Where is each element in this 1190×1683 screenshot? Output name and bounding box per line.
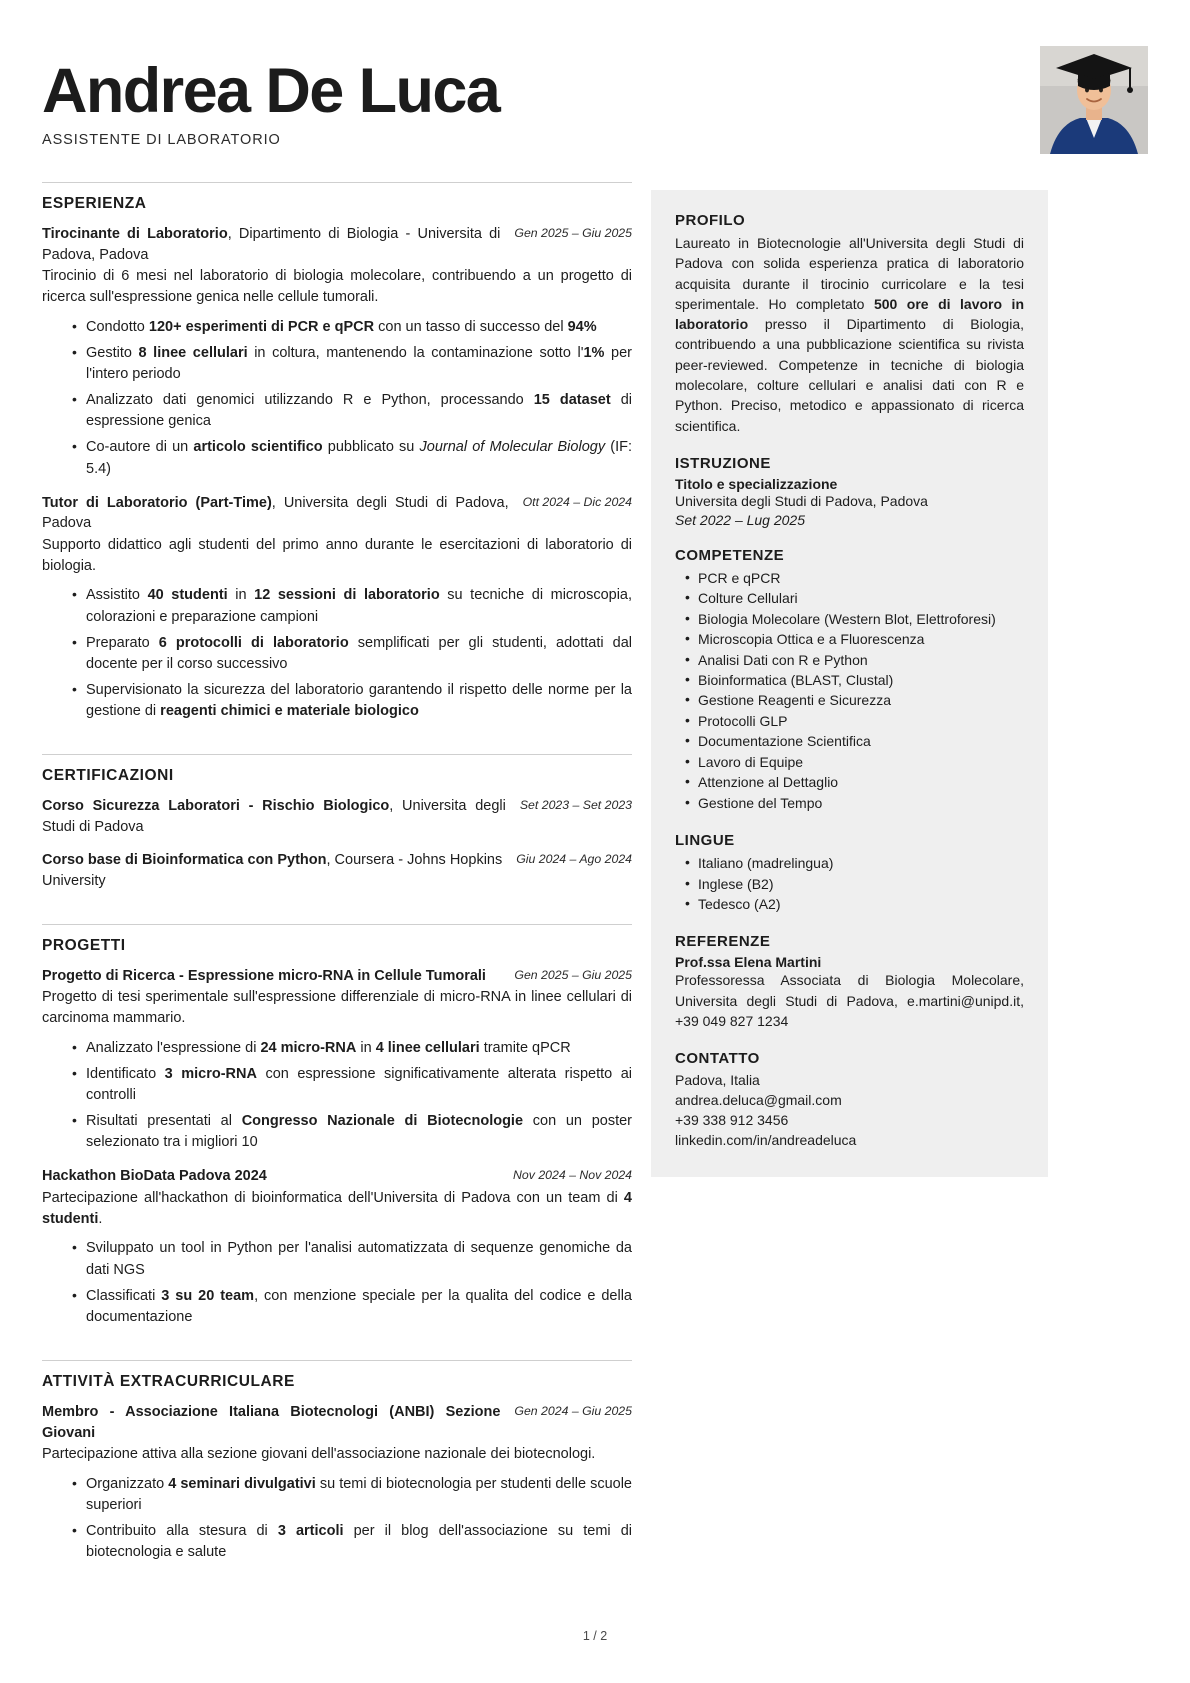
section-heading: CERTIFICAZIONI: [42, 767, 174, 785]
contact-phone: +39 338 912 3456: [675, 1112, 789, 1129]
portrait-icon: [1040, 46, 1148, 154]
list-item: • Inglese (B2): [685, 874, 1024, 894]
avatar: [1040, 46, 1148, 154]
reference-name: Prof.ssa Elena Martini: [675, 954, 822, 971]
job-title-subtitle: ASSISTENTE DI LABORATORIO: [42, 132, 281, 148]
sidebar: [651, 190, 1048, 1177]
list-item: • Classificati 3 su 20 team, con menzione speciale per la qualita del codice e della documentazione: [72, 1286, 632, 1328]
entry-date: Set 2023 – Set 2023: [519, 798, 632, 813]
entry-bullet-list: [42, 1474, 632, 1564]
section-heading: ATTIVITÀ EXTRACURRICULARE: [42, 1373, 295, 1391]
entry-description: Partecipazione all'hackathon di bioinformatica dell'Universita di Padova con un team di 4 studenti.: [42, 1190, 632, 1227]
contact-location: Padova, Italia: [675, 1072, 760, 1089]
sidebar-section-skills: [675, 547, 1024, 813]
list-item: • Attenzione al Dettaglio: [685, 772, 1024, 792]
entry-title: Corso Sicurezza Laboratori - Rischio Biologico, Universita degli Studi di Padova: [42, 798, 506, 835]
list-item: • Gestione Reagenti e Sicurezza: [685, 690, 1024, 710]
entry-date: Ott 2024 – Dic 2024: [522, 494, 632, 509]
education-dates: Set 2022 – Lug 2025: [675, 511, 806, 528]
section-divider: [42, 754, 632, 755]
section-spacer: [42, 905, 632, 922]
section-heading: PROGETTI: [42, 936, 126, 954]
experience-entry: [42, 1402, 632, 1564]
list-item: • Contribuito alla stesura di 3 articoli per il blog dell'associazione su temi di biotecnologia e salute: [72, 1521, 632, 1563]
section-certificazioni: [42, 754, 632, 921]
experience-entry: [42, 966, 632, 1154]
list-item: • Bioinformatica (BLAST, Clustal): [685, 670, 1024, 690]
experience-entry: [42, 796, 632, 837]
sidebar-heading-lingue: LINGUE: [675, 832, 735, 850]
entry-title: Progetto di Ricerca - Espressione micro-RNA in Cellule Tumorali: [42, 967, 486, 984]
section-attivit-extracurriculare: [42, 1360, 632, 1594]
entry-date: Gen 2025 – Giu 2025: [514, 967, 632, 982]
list-item: • Gestione del Tempo: [685, 793, 1024, 813]
skills-list: [675, 568, 1024, 813]
entry-header: [42, 1402, 632, 1443]
entry-header: [42, 796, 632, 837]
section-spacer: [42, 735, 632, 752]
list-item: • Documentazione Scientifica: [685, 731, 1024, 751]
page-indicator: 1 / 2: [582, 1629, 608, 1643]
entry-header: [42, 493, 632, 534]
entry-date: Nov 2024 – Nov 2024: [513, 1168, 632, 1183]
list-item: • Analizzato dati genomici utilizzando R e Python, processando 15 dataset di espressione genica: [72, 390, 632, 432]
list-item: • Colture Cellulari: [685, 588, 1024, 608]
sidebar-section-profile: [675, 212, 1024, 436]
entry-date: Gen 2024 – Giu 2025: [514, 1404, 632, 1419]
entry-header: [42, 224, 632, 265]
list-item: • Lavoro di Equipe: [685, 752, 1024, 772]
list-item: • Organizzato 4 seminari divulgativi su temi di biotecnologia per studenti delle scuole superiori: [72, 1474, 632, 1516]
entry-title: Tirocinante di Laboratorio, Dipartimento di Biologia - Universita di Padova, Padova: [42, 226, 501, 263]
sidebar-heading-profilo: PROFILO: [675, 212, 746, 229]
contact-linkedin[interactable]: linkedin.com/in/andreadeluca: [675, 1131, 857, 1148]
entry-title: Corso base di Bioinformatica con Python, Coursera - Johns Hopkins University: [42, 852, 503, 890]
experience-entry: [42, 224, 632, 480]
page-title: Andrea De Luca: [42, 56, 500, 126]
section-progetti: [42, 924, 632, 1359]
entry-description: Partecipazione attiva alla sezione giovani dell'associazione nazionale dei biotecnologi.: [42, 1446, 596, 1463]
experience-entry: [42, 1166, 632, 1328]
list-item: • Identificato 3 micro-RNA con espressione significativamente alterata rispetto ai controlli: [72, 1064, 632, 1106]
languages-list: [675, 853, 1024, 914]
sidebar-heading-istruzione: ISTRUZIONE: [675, 454, 771, 472]
list-item: • Risultati presentati al Congresso Nazionale di Biotecnologie con un poster selezionato tra i migliori 10: [72, 1111, 632, 1153]
section-spacer: [42, 1341, 632, 1358]
list-item: • Supervisionato la sicurezza del laboratorio garantendo il rispetto delle norme per la gestione di reagenti chimici e materiale biologico: [72, 680, 632, 722]
experience-entry: [42, 493, 632, 723]
entry-bullet-list: [42, 1038, 632, 1154]
entry-date: Gen 2025 – Giu 2025: [514, 226, 632, 240]
list-item: • Co-autore di un articolo scientifico pubblicato su Journal of Molecular Biology (IF: 5.4): [72, 437, 632, 479]
list-item: • Microscopia Ottica e a Fluorescenza: [685, 629, 1024, 649]
entry-description: Tirocinio di 6 mesi nel laboratorio di biologia molecolare, contribuendo a un progetto di ricerca sull'espressione genica nelle cellule tumorali.: [42, 268, 632, 305]
list-item: • Tedesco (A2): [685, 894, 1024, 914]
list-item: • Biologia Molecolare (Western Blot, Elettroforesi): [685, 609, 1024, 629]
sidebar-heading-contatto: CONTATTO: [675, 1050, 760, 1068]
contact-email[interactable]: andrea.deluca@gmail.com: [675, 1092, 842, 1109]
entry-bullet-list: [42, 1238, 632, 1328]
sidebar-section-contact: [675, 1050, 1024, 1151]
section-esperienza: [42, 182, 632, 752]
experience-entry: [42, 850, 632, 891]
sidebar-section-education: [675, 455, 1024, 528]
entry-header: [42, 1166, 632, 1187]
list-item: • Sviluppato un tool in Python per l'analisi automatizzata di sequenze genomiche da dati NGS: [72, 1238, 632, 1280]
education-degree: Titolo e specializzazione: [675, 475, 838, 492]
list-item: • Protocolli GLP: [685, 711, 1024, 731]
section-spacer: [42, 1577, 632, 1594]
list-item: • Italiano (madrelingua): [685, 853, 1024, 873]
list-item: • PCR e qPCR: [685, 568, 1024, 588]
list-item: • Preparato 6 protocolli di laboratorio semplificati per gli studenti, adottati dal docente per il corso successivo: [72, 633, 632, 675]
entry-bullet-list: [42, 585, 632, 722]
sidebar-heading-referenze: REFERENZE: [675, 933, 771, 951]
resume-header: [42, 46, 1148, 166]
reference-details: Professoressa Associata di Biologia Molecolare, Universita degli Studi di Padova, e.martini@unipd.it, +39 049 827 1234: [675, 972, 1024, 1029]
entry-bullet-list: [42, 317, 632, 480]
education-school: Universita degli Studi di Padova, Padova: [675, 492, 928, 509]
entry-date: Giu 2024 – Ago 2024: [516, 852, 632, 867]
entry-title: Hackathon BioData Padova 2024: [42, 1168, 267, 1185]
list-item: • Analizzato l'espressione di 24 micro-RNA in 4 linee cellulari tramite qPCR: [72, 1038, 632, 1059]
sidebar-heading-competenze: COMPETENZE: [675, 546, 785, 564]
entry-description: Supporto didattico agli studenti del primo anno durante le esercitazioni di laboratorio di biologia.: [42, 536, 632, 574]
section-heading: ESPERIENZA: [42, 195, 147, 212]
list-item: • Gestito 8 linee cellulari in coltura, mantenendo la contaminazione sotto l'1% per l'intero periodo: [72, 343, 632, 385]
main-column: [42, 182, 632, 1596]
entry-title: Tutor di Laboratorio (Part-Time), Universita degli Studi di Padova, Padova: [42, 494, 509, 532]
entry-title: Membro - Associazione Italiana Biotecnologi (ANBI) Sezione Giovani: [42, 1404, 501, 1441]
sidebar-section-references: [675, 933, 1024, 1031]
entry-header: [42, 850, 632, 891]
list-item: • Analisi Dati con R e Python: [685, 650, 1024, 670]
entry-description: Progetto di tesi sperimentale sull'espressione differenziale di micro-RNA in linee cellulari di carcinoma mammario.: [42, 989, 632, 1026]
profile-text: Laureato in Biotecnologie all'Universita degli Studi di Padova con solida esperienza pratica di laboratorio acquisita durante il tirocinio curricolare e la tesi sperimentale. Ho completato 500 ore di lavoro in laboratorio presso il Dipartimento di Biologia, contribuendo a una pubblicazione scientifica su rivista peer-reviewed. Competenze in tecniche di biologia molecolare, colture cellulari e analisi dati con R e Python. Preciso, metodico e appassionato di ricerca scientifica.: [675, 235, 1024, 434]
section-divider: [42, 924, 632, 925]
entry-header: [42, 966, 632, 987]
section-divider: [42, 182, 632, 183]
sidebar-section-languages: [675, 832, 1024, 914]
list-item: • Assistito 40 studenti in 12 sessioni di laboratorio su tecniche di microscopia, colorazioni e preparazione campioni: [72, 585, 632, 627]
section-divider: [42, 1360, 632, 1361]
list-item: • Condotto 120+ esperimenti di PCR e qPCR con un tasso di successo del 94%: [72, 317, 632, 338]
